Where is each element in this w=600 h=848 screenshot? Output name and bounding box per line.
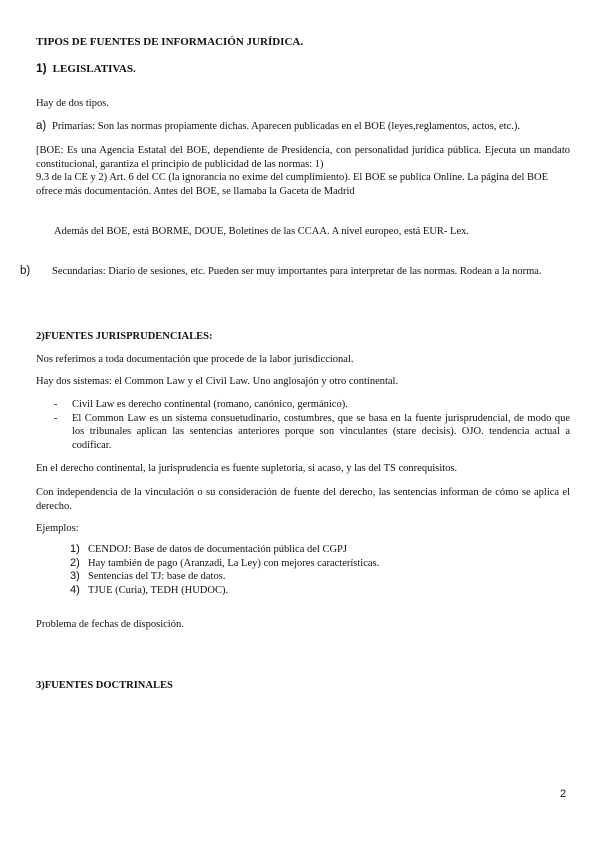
list-number: 4) bbox=[70, 583, 80, 596]
examples-label: Ejemplos: bbox=[36, 523, 79, 534]
list-item-text: Hay también de pago (Aranzadi, La Ley) con mejores características. bbox=[88, 557, 380, 569]
document-title: TIPOS DE FUENTES DE INFORMACIÓN JURÍDICA. bbox=[36, 36, 304, 48]
list-item-text: Civil Law es derecho continental (romano, canónico, germánico). bbox=[72, 399, 348, 410]
item-a-label: a) bbox=[36, 120, 47, 132]
list-number: 3) bbox=[70, 570, 80, 582]
boe-paragraph: [BOE: Es una Agencia Estatal del BOE, dependiente de Presidencia, con personalidad jurídica pública. Ejecuta un mandato constitucional, garantiza el principio de publicidad de las normas: 1) bbox=[36, 145, 570, 170]
section-2-heading: 2)FUENTES JURISPRUDENCIALES: bbox=[36, 331, 213, 342]
list-item bbox=[54, 412, 570, 453]
item-a bbox=[36, 120, 570, 134]
section-2-p5: Problema de fechas de disposición. bbox=[36, 619, 184, 630]
section-1-title: LEGISLATIVAS. bbox=[52, 63, 136, 75]
item-b-label: b) bbox=[20, 265, 31, 277]
list-number: 1) bbox=[70, 543, 80, 555]
list-item-text: El Common Law es un sistema consuetudinario, costumbres, que se basa en la fuente jurisprudencial, de modo que los tribunales aplican las sentencias anteriores porque son vinculantes (stare decisis). OJO. tendencia actual a codificar. bbox=[72, 412, 570, 451]
ademas-paragraph: Además del BOE, está BORME, DOUE, Boletines de las CCAA. A nivel europeo, está EUR- Lex. bbox=[54, 226, 469, 237]
list-number: 2) bbox=[70, 556, 80, 569]
section-2-p3: En el derecho continental, la jurisprudencia es fuente supletoria, si acaso, y las del TS conrequisitos. bbox=[36, 463, 458, 474]
page-number: 2 bbox=[560, 788, 567, 800]
list-item-text: Sentencias del TJ: base de datos. bbox=[88, 571, 226, 582]
item-b bbox=[20, 265, 586, 279]
examples-list bbox=[70, 543, 550, 597]
list-item bbox=[70, 570, 550, 584]
list-item bbox=[54, 398, 570, 412]
section-2-p1: Nos referimos a toda documentación que procede de la labor jurisdiccional. bbox=[36, 354, 354, 365]
section-2-p2: Hay dos sistemas: el Common Law y el Civil Law. Uno anglosajón y otro continental. bbox=[36, 376, 399, 387]
section-2-p4: Con independencia de la vinculación o su consideración de fuente del derecho, las sentencias informan de cómo se aplica el derecho. bbox=[36, 487, 570, 512]
list-item bbox=[70, 557, 550, 571]
item-a-text: Primarias: Son las normas propiamente dichas. Aparecen publicadas en el BOE (leyes,reglamentos, actos, etc.). bbox=[52, 121, 520, 132]
section-1-intro: Hay de dos tipos. bbox=[36, 98, 109, 109]
list-item bbox=[70, 584, 550, 598]
list-item-text: TJUE (Curia), TEDH (HUDOC). bbox=[88, 584, 229, 596]
systems-list bbox=[54, 398, 570, 452]
section-1-number: 1) bbox=[36, 61, 47, 75]
item-b-text: Secundarias: Diario de sesiones, etc. Pueden ser muy importantes para interpretar de las normas. Rodean a la norma. bbox=[52, 266, 542, 277]
list-item-text: CENDOJ: Base de datos de documentación pública del CGPJ bbox=[88, 544, 347, 555]
list-item bbox=[70, 543, 550, 557]
boe-paragraph-continued: 9.3 de la CE y 2) Art. 6 del CC (la ignorancia no exime del cumplimiento). El BOE se publica Online. La página del BOE ofrece más documentación. Antes del BOE, se llamaba la Gaceta de Madrid bbox=[36, 172, 549, 197]
bullet-dash: - bbox=[54, 399, 58, 410]
section-3-heading: 3)FUENTES DOCTRINALES bbox=[36, 680, 173, 691]
bullet-dash: - bbox=[54, 412, 58, 424]
section-1-heading bbox=[36, 62, 570, 77]
